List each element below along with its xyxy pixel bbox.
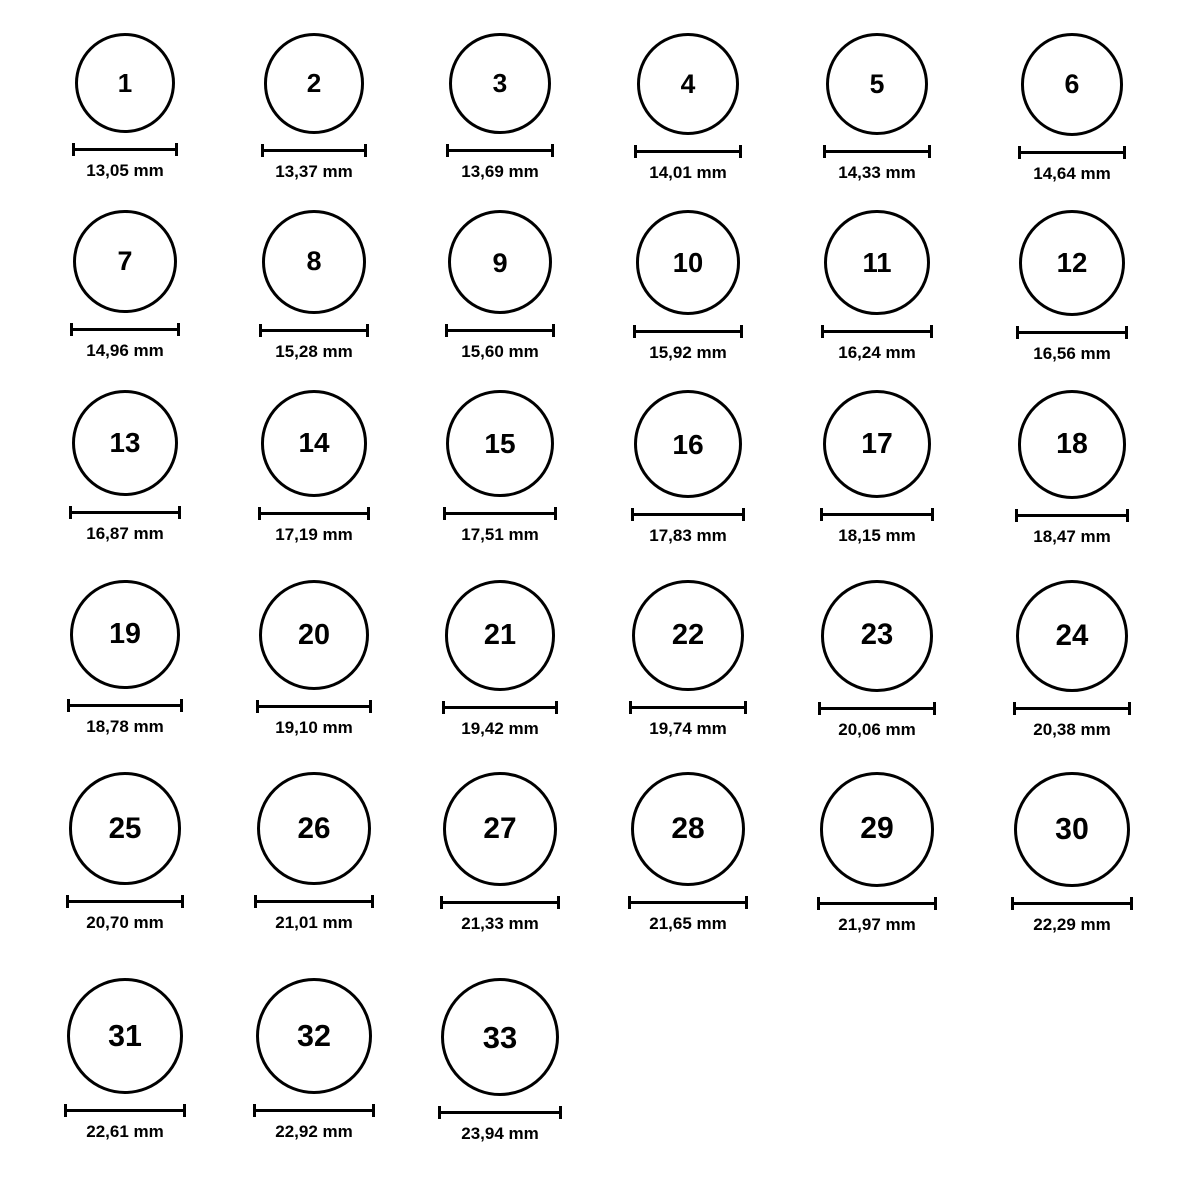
measure-cap-right [551,144,554,157]
ring-size-cell [62,390,188,542]
measure-cap-right [742,508,745,521]
measure-cap-left [628,896,631,909]
measure-line [1015,514,1130,517]
diameter-measure-bar [64,1104,186,1116]
measure-cap-left [72,143,75,156]
diameter-label: 19,74 mm [649,719,727,739]
diameter-label: 17,83 mm [649,525,727,545]
measure-line [70,328,179,331]
measure-cap-right [739,145,742,158]
measure-line [817,902,938,905]
measure-cap-right [367,507,370,520]
ring-circle [448,210,552,314]
ring-circle [1021,33,1124,136]
measure-cap-left [258,507,261,520]
diameter-measure-bar [817,897,938,909]
measure-line [818,707,936,710]
ring-size-number: 30 [1055,812,1089,846]
ring-size-number: 5 [869,68,885,99]
diameter-label: 21,65 mm [649,914,727,934]
measure-cap-left [259,324,262,337]
measure-cap-left [1015,509,1018,522]
diameter-label: 21,97 mm [838,914,916,934]
ring-size-number: 32 [297,1018,331,1053]
measure-cap-left [820,508,823,521]
ring-size-cell [252,210,376,360]
measure-line [69,511,181,514]
ring-size-number: 18 [1056,428,1088,461]
diameter-measure-bar [253,1104,375,1116]
ring-circle [821,580,933,692]
diameter-label: 14,01 mm [649,162,727,182]
ring-circle [261,390,368,497]
ring-size-cell [246,978,382,1140]
diameter-label: 20,38 mm [1033,720,1111,740]
diameter-label: 18,47 mm [1033,526,1111,546]
measure-cap-left [253,1104,256,1117]
diameter-measure-bar [821,325,932,337]
ring-size-cell [438,210,562,360]
measure-line [633,330,744,333]
diameter-label: 16,87 mm [86,524,164,544]
diameter-measure-bar [440,896,560,908]
diameter-measure-bar [1015,509,1130,521]
ring-circle [631,772,745,886]
ring-circle [820,772,935,887]
ring-size-number: 17 [861,428,893,461]
diameter-measure-bar [634,145,742,157]
ring-size-cell [247,772,380,931]
ring-size-number: 3 [492,68,508,99]
ring-circle [824,210,929,315]
measure-line [629,706,746,709]
measure-cap-left [440,896,443,909]
ring-circle [70,580,179,689]
measure-cap-left [1011,897,1014,910]
ring-size-cell [433,772,567,932]
diameter-measure-bar [261,144,368,156]
diameter-label: 20,06 mm [838,719,916,739]
diameter-label: 21,33 mm [461,913,539,933]
diameter-measure-bar [258,507,371,519]
measure-cap-right [1123,146,1126,159]
ring-size-number: 21 [483,618,517,651]
measure-line [67,704,182,707]
diameter-measure-bar [259,324,369,336]
measure-cap-right [934,897,937,910]
diameter-label: 20,70 mm [86,912,164,932]
measure-cap-right [933,702,936,715]
diameter-measure-bar [1016,326,1128,338]
ring-circle [1018,390,1127,499]
diameter-label: 17,51 mm [461,525,539,545]
measure-cap-left [634,145,637,158]
ring-size-number: 13 [109,427,141,459]
measure-cap-left [629,701,632,714]
measure-line [631,513,745,516]
measure-line [259,329,369,332]
ring-size-number: 25 [108,811,142,845]
measure-cap-right [366,324,369,337]
diameter-label: 23,94 mm [461,1124,539,1143]
diameter-measure-bar [445,324,555,336]
measure-cap-right [931,508,934,521]
ring-size-cell [57,978,193,1140]
measure-line [253,1109,375,1112]
measure-line [66,900,185,903]
ring-size-cell [1009,210,1135,362]
ring-size-number: 24 [1055,619,1089,653]
ring-size-cell [65,33,185,179]
measure-line [820,513,934,516]
measure-line [64,1109,186,1112]
diameter-label: 13,37 mm [275,161,353,181]
measure-cap-left [256,700,259,713]
ring-size-number: 15 [484,427,516,459]
measure-cap-right [181,895,184,908]
diameter-label: 22,61 mm [86,1121,164,1141]
diameter-label: 13,69 mm [461,162,539,182]
ring-size-number: 11 [862,246,892,278]
measure-line [261,149,368,152]
diameter-measure-bar [67,699,182,711]
ring-circle [69,772,182,885]
measure-line [1011,902,1132,905]
measure-cap-right [1125,326,1128,339]
diameter-label: 18,15 mm [838,526,916,546]
measure-line [254,900,373,903]
diameter-measure-bar [70,323,179,335]
diameter-label: 17,19 mm [275,524,353,544]
ring-circle [72,390,178,496]
measure-cap-left [1018,146,1021,159]
diameter-label: 14,33 mm [838,163,916,183]
ring-size-cell [1008,390,1137,545]
diameter-measure-bar [254,895,373,907]
measure-line [1016,331,1128,334]
diameter-label: 22,92 mm [275,1122,353,1142]
measure-cap-right [369,700,372,713]
ring-size-cell [436,390,563,543]
measure-cap-left [443,507,446,520]
measure-cap-left [69,506,72,519]
ring-circle [449,33,550,134]
measure-cap-left [254,895,257,908]
diameter-label: 21,01 mm [275,913,353,933]
ring-circle [1019,210,1125,316]
diameter-measure-bar [818,702,936,714]
measure-cap-right [745,896,748,909]
measure-cap-right [180,699,183,712]
measure-line [440,901,560,904]
measure-cap-right [1130,897,1133,910]
diameter-label: 16,56 mm [1033,343,1111,363]
ring-size-cell [621,772,755,932]
ring-circle [75,33,175,133]
measure-line [1018,151,1127,154]
diameter-measure-bar [1011,897,1132,909]
ring-circle [264,33,365,134]
measure-cap-left [817,897,820,910]
measure-cap-left [261,144,264,157]
measure-cap-left [823,145,826,158]
diameter-measure-bar [633,325,744,337]
ring-circle [257,772,370,885]
measure-line [446,149,553,152]
measure-line [445,329,555,332]
ring-size-number: 23 [860,619,894,652]
measure-cap-right [1128,702,1131,715]
ring-size-number: 16 [672,427,704,460]
measure-cap-left [445,324,448,337]
measure-cap-left [67,699,70,712]
ring-circle [1016,580,1128,692]
diameter-measure-bar [628,896,748,908]
diameter-measure-bar [446,144,553,156]
measure-cap-right [1126,509,1129,522]
diameter-measure-bar [629,701,746,713]
measure-cap-left [70,323,73,336]
measure-cap-right [175,143,178,156]
measure-cap-left [446,144,449,157]
ring-size-number: 14 [298,427,330,459]
diameter-measure-bar [66,895,185,907]
measure-line [1013,707,1131,710]
measure-line [256,705,372,708]
ring-size-number: 2 [306,68,322,99]
diameter-measure-bar [1013,702,1131,714]
measure-cap-right [552,324,555,337]
ring-circle [73,210,176,313]
measure-cap-right [364,144,367,157]
ring-size-cell [816,33,938,181]
ring-size-cell [60,580,189,735]
diameter-measure-bar [823,145,931,157]
diameter-measure-bar [631,508,745,520]
measure-cap-right [178,506,181,519]
diameter-measure-bar [820,508,934,520]
diameter-label: 13,05 mm [86,161,164,180]
measure-cap-right [555,701,558,714]
diameter-label: 15,28 mm [275,341,353,361]
measure-cap-left [442,701,445,714]
ring-size-number: 28 [671,812,705,846]
ring-size-number: 19 [109,618,141,651]
measure-cap-left [631,508,634,521]
ring-size-cell [624,390,752,544]
ring-size-number: 8 [306,246,322,277]
ring-size-number: 9 [492,246,508,278]
measure-cap-right [559,1106,562,1119]
ring-circle [826,33,928,135]
ring-circle [441,978,559,1096]
diameter-measure-bar [442,701,559,713]
ring-size-number: 6 [1064,68,1080,99]
diameter-label: 19,10 mm [275,718,353,737]
diameter-measure-bar [72,143,178,155]
ring-size-number: 26 [297,811,331,845]
measure-line [258,512,371,515]
ring-size-cell [431,978,569,1142]
measure-cap-left [64,1104,67,1117]
measure-cap-left [633,325,636,338]
ring-size-cell [810,772,945,933]
ring-size-cell [626,210,751,361]
ring-size-cell [622,580,753,737]
ring-size-cell [813,390,941,544]
ring-size-number: 20 [298,618,330,651]
ring-size-cell [63,210,186,359]
ring-size-number: 10 [672,246,704,278]
ring-circle [259,580,369,690]
measure-cap-right [177,323,180,336]
measure-line [438,1111,562,1114]
ring-circle [634,390,742,498]
ring-size-cell [439,33,560,180]
ring-size-cell [1011,33,1134,182]
measure-line [821,330,932,333]
ring-size-cell [435,580,566,737]
measure-cap-right [371,895,374,908]
ring-size-cell [1004,772,1139,933]
measure-cap-left [1016,326,1019,339]
diameter-measure-bar [69,506,181,518]
ring-size-cell [814,210,939,361]
measure-cap-left [818,702,821,715]
measure-cap-right [740,325,743,338]
ring-size-cell [1006,580,1138,738]
ring-circle [256,978,372,1094]
measure-line [628,901,748,904]
ring-circle [636,210,741,315]
measure-line [823,150,931,153]
diameter-measure-bar [438,1106,562,1118]
diameter-label: 15,92 mm [649,342,727,362]
ring-size-number: 4 [680,68,696,99]
measure-cap-left [821,325,824,338]
diameter-label: 19,42 mm [461,718,539,738]
measure-line [442,706,559,709]
ring-size-cell [811,580,943,738]
measure-cap-right [744,701,747,714]
measure-cap-right [557,896,560,909]
diameter-label: 18,78 mm [86,717,164,737]
ring-circle [1014,772,1129,887]
ring-size-number: 7 [117,246,133,277]
ring-size-number: 31 [108,1018,142,1053]
measure-cap-left [438,1106,441,1119]
ring-size-number: 1 [117,68,133,98]
diameter-measure-bar [256,700,372,712]
ring-circle [446,390,553,497]
ring-size-number: 33 [482,1019,518,1055]
ring-circle [443,772,557,886]
ring-size-cell [251,390,378,543]
diameter-label: 16,24 mm [838,343,916,363]
measure-cap-right [183,1104,186,1117]
ring-circle [445,580,556,691]
measure-cap-right [372,1104,375,1117]
ring-size-number: 12 [1056,247,1088,279]
ring-size-cell [249,580,379,736]
measure-cap-left [66,895,69,908]
ring-size-cell [627,33,749,181]
measure-line [443,512,556,515]
measure-line [634,150,742,153]
diameter-label: 14,96 mm [86,341,164,361]
ring-circle [632,580,743,691]
ring-circle [67,978,183,1094]
measure-cap-right [554,507,557,520]
ring-size-number: 27 [483,811,517,845]
diameter-label: 14,64 mm [1033,163,1111,183]
measure-line [72,148,178,151]
ring-circle [262,210,366,314]
ring-size-cell [59,772,192,931]
measure-cap-right [930,325,933,338]
measure-cap-left [1013,702,1016,715]
diameter-label: 15,60 mm [461,342,539,362]
diameter-measure-bar [1018,146,1127,158]
ring-size-number: 22 [671,618,705,651]
ring-size-number: 29 [860,812,894,846]
diameter-label: 22,29 mm [1033,915,1111,935]
ring-circle [823,390,931,498]
measure-cap-right [928,145,931,158]
ring-size-cell [254,33,375,180]
diameter-measure-bar [443,507,556,519]
ring-circle [637,33,739,135]
